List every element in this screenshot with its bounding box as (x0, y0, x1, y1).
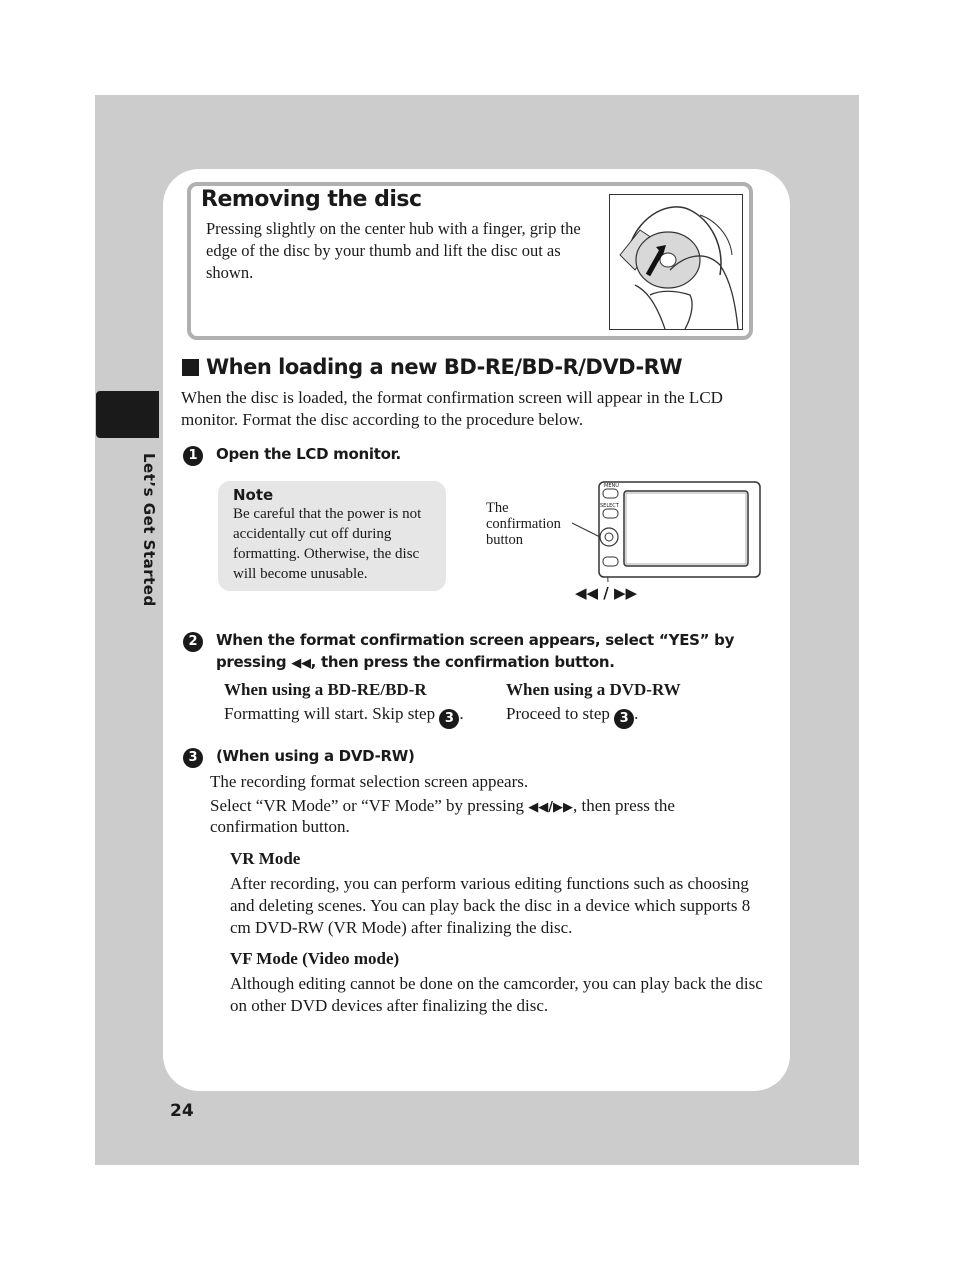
dvd-heading: When using a DVD-RW (506, 680, 681, 699)
rewind-forward-icon: ◀◀/▶▶ (528, 800, 573, 815)
step-2-text-line1: When the format confirmation screen appears, select “YES” by (216, 631, 735, 649)
step-3-line2-post: , then press the (572, 796, 675, 815)
black-square-icon (182, 359, 199, 376)
step-2-pre: pressing (216, 653, 292, 671)
rewind-icon: ◀◀ (291, 656, 311, 671)
dvd-text-pre: Proceed to step (506, 704, 615, 723)
label-line: The (486, 500, 509, 516)
page-number: 24 (170, 1101, 194, 1121)
step-2-post: , then press the confirmation button. (310, 653, 615, 671)
note-title: Note (233, 486, 274, 504)
disc-removal-illustration (609, 194, 743, 330)
note-text: Be careful that the power is not accidentally cut off during formatting. Otherwise, the disc will become unusable. (233, 506, 422, 582)
step-3-text: (When using a DVD-RW) (216, 747, 415, 765)
dvd-text-post: . (634, 704, 639, 723)
removing-disc-text: Pressing slightly on the center hub with a finger, grip the edge of the disc by your thumb and lift the disc out as shown. (206, 219, 581, 282)
bd-text (224, 703, 464, 729)
bd-heading: When using a BD-RE/BD-R (224, 680, 427, 699)
menu-button-label: MENU (604, 483, 619, 489)
section-heading (182, 355, 682, 379)
section-intro: When the disc is loaded, the format confirmation screen will appear in the LCD monitor. Format the disc according to the procedure below. (181, 388, 723, 429)
section-title: When loading a new BD-RE/BD-R/DVD-RW (206, 355, 682, 379)
step-2-text-line2 (216, 651, 615, 675)
chapter-tab (96, 391, 159, 438)
step-1-number: 1 (183, 446, 203, 466)
vf-mode-heading: VF Mode (Video mode) (230, 949, 400, 968)
arrow-buttons-label: ◀◀ / ▶▶ (575, 584, 638, 602)
vr-mode-text: After recording, you can perform various editing functions such as choosing and deleting scenes. You can play back the disc in a device which supports 8 cm DVD-RW (VR Mode) after finalizing the disc. (230, 874, 751, 937)
step-3-ref: 3 (614, 709, 634, 729)
chapter-label: Let’s Get Started (140, 453, 158, 607)
step-3-line3: confirmation button. (210, 817, 350, 836)
step-3-line1: The recording format selection screen appears. (210, 772, 529, 791)
removing-disc-title: Removing the disc (201, 187, 422, 212)
step-2-number: 2 (183, 632, 203, 652)
step-3-ref: 3 (439, 709, 459, 729)
bd-text-pre: Formatting will start. Skip step (224, 704, 440, 723)
bd-text-post: . (459, 704, 464, 723)
step-3-number: 3 (183, 748, 203, 768)
vr-mode-heading: VR Mode (230, 849, 301, 868)
step-3-line2-pre: Select “VR Mode” or “VF Mode” by pressing (210, 796, 529, 815)
confirmation-button-label (486, 500, 576, 548)
dvd-text (506, 703, 638, 729)
label-line: button (486, 532, 524, 548)
lcd-monitor-illustration (598, 481, 761, 578)
select-button-label: SELECT (600, 503, 619, 509)
label-line: confirmation (486, 516, 561, 532)
vf-mode-text: Although editing cannot be done on the camcorder, you can play back the disc on other DVD devices after finalizing the disc. (230, 974, 763, 1015)
step-1-text: Open the LCD monitor. (216, 445, 401, 463)
